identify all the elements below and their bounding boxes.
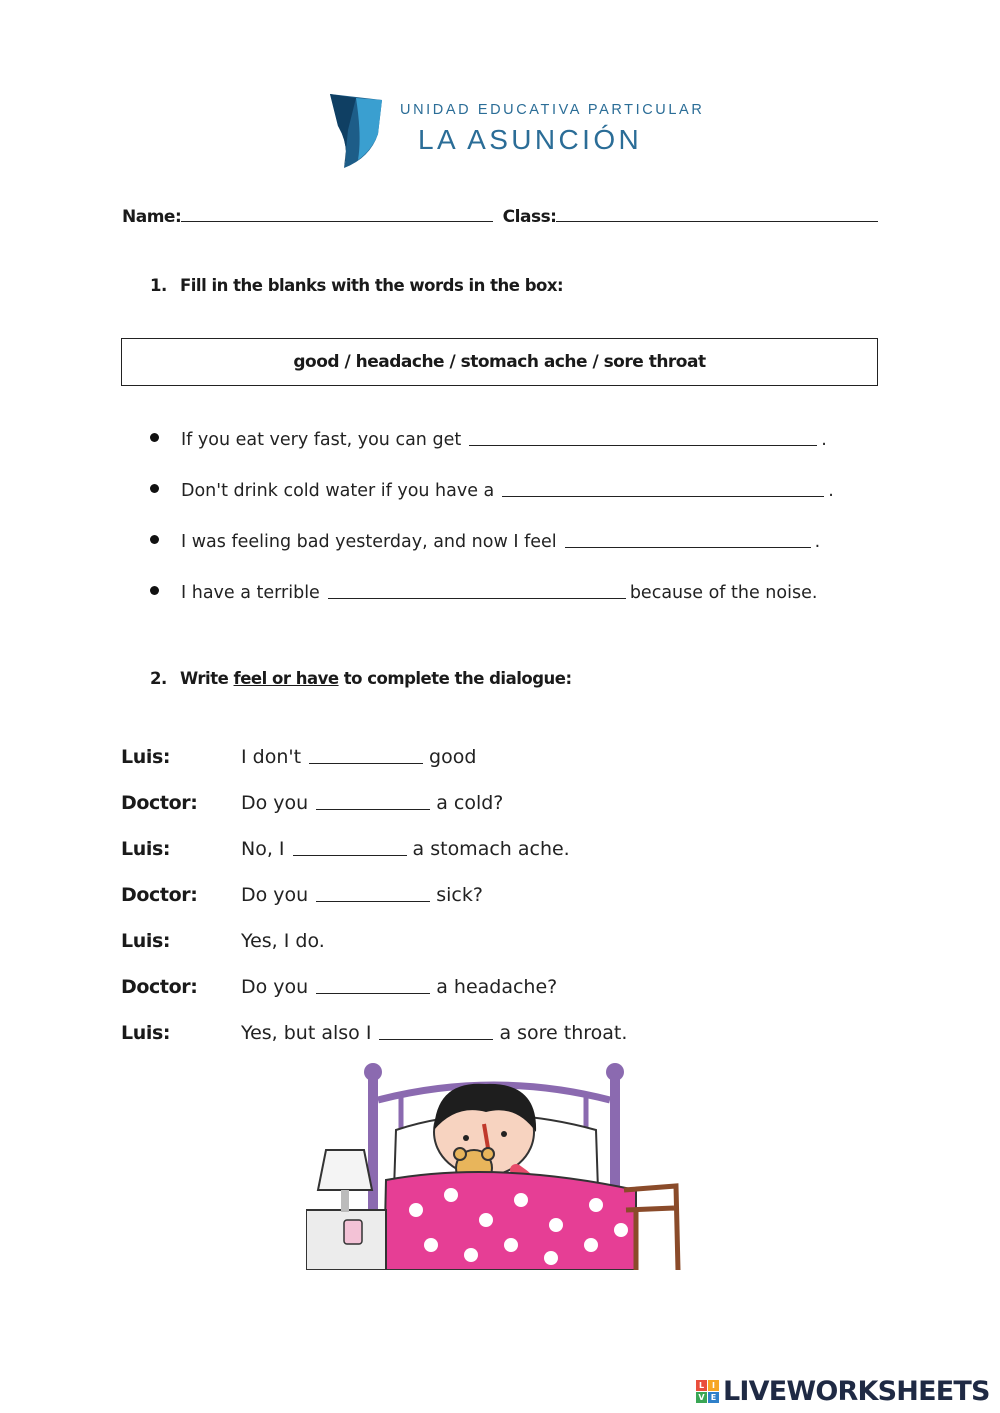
- answer-blank[interactable]: [316, 794, 430, 810]
- section2-heading: [150, 669, 572, 688]
- bullet-icon: [150, 535, 159, 544]
- item-text-before: Don't drink cold water if you have a: [181, 481, 495, 501]
- answer-blank[interactable]: [379, 1024, 493, 1040]
- dialogue-line: [121, 922, 325, 952]
- item-text-after: .: [821, 430, 827, 450]
- section1-instruction: Fill in the blanks with the words in the box:: [180, 276, 564, 295]
- section1-number: 1.: [150, 276, 167, 295]
- sick-girl-in-bed-icon: [306, 1060, 696, 1270]
- speaker-label: Luis:: [121, 838, 171, 860]
- badge-letter: V: [696, 1392, 707, 1403]
- answer-blank[interactable]: [565, 530, 811, 548]
- line-text-before: Do you: [241, 792, 309, 814]
- dialogue-line: [121, 830, 570, 860]
- liveworksheets-footer: [696, 1376, 990, 1407]
- badge-letter: I: [708, 1380, 719, 1391]
- class-field[interactable]: [556, 206, 878, 222]
- speaker-label: Luis:: [121, 930, 171, 952]
- line-text-before: Yes, I do.: [241, 930, 325, 952]
- section2-instruction-underlined: feel or have: [233, 669, 339, 688]
- line-text-after: a sore throat.: [499, 1022, 628, 1044]
- section2-number: 2.: [150, 669, 167, 688]
- answer-blank[interactable]: [328, 581, 626, 599]
- bullet-icon: [150, 433, 159, 442]
- word-box: [121, 338, 878, 386]
- list-item: [150, 422, 827, 450]
- school-logo: [326, 90, 705, 172]
- answer-blank[interactable]: [293, 840, 407, 856]
- speaker-label: Luis:: [121, 1022, 171, 1044]
- answer-blank[interactable]: [316, 886, 430, 902]
- logo-subtitle: UNIDAD EDUCATIVA PARTICULAR: [400, 102, 705, 118]
- word-box-text: good / headache / stomach ache / sore throat: [293, 352, 706, 372]
- list-item: [150, 473, 834, 501]
- line-text-after: a headache?: [436, 976, 558, 998]
- dialogue-line: [121, 876, 483, 906]
- answer-blank[interactable]: [316, 978, 430, 994]
- class-label: Class:: [502, 207, 557, 227]
- item-text-after: .: [814, 532, 821, 552]
- item-text-after: because of the noise.: [629, 583, 818, 603]
- live-badge-icon: [696, 1380, 719, 1403]
- speaker-label: Doctor:: [121, 976, 198, 998]
- line-text-before: Do you: [241, 976, 309, 998]
- item-text-before: I was feeling bad yesterday, and now I feel: [181, 532, 557, 552]
- item-text-after: .: [828, 481, 834, 501]
- line-text-after: a stomach ache.: [412, 838, 570, 860]
- dialogue-line: [121, 784, 503, 814]
- item-text-before: I have a terrible: [181, 583, 320, 603]
- list-item: [150, 575, 817, 603]
- line-text-before: Do you: [241, 884, 309, 906]
- badge-letter: E: [708, 1392, 719, 1403]
- name-class-row: [122, 206, 878, 227]
- name-label: Name:: [122, 207, 182, 227]
- logo-title: LA ASUNCIÓN: [418, 124, 643, 155]
- line-text-after: sick?: [436, 884, 483, 906]
- line-text-after: good: [429, 746, 477, 768]
- speaker-label: Luis:: [121, 746, 171, 768]
- section2-instruction-before: Write: [180, 669, 229, 688]
- line-text-before: No, I: [241, 838, 285, 860]
- line-text-before: I don't: [241, 746, 302, 768]
- list-item: [150, 524, 820, 552]
- bullet-icon: [150, 484, 159, 493]
- speaker-label: Doctor:: [121, 884, 198, 906]
- name-field[interactable]: [181, 206, 493, 222]
- line-text-before: Yes, but also I: [241, 1022, 372, 1044]
- line-text-after: a cold?: [436, 792, 504, 814]
- badge-letter: L: [696, 1380, 707, 1391]
- section1-heading: [150, 276, 563, 295]
- dialogue-line: [121, 968, 557, 998]
- bullet-icon: [150, 586, 159, 595]
- section2-instruction-after: to complete the dialogue:: [343, 669, 572, 688]
- speaker-label: Doctor:: [121, 792, 198, 814]
- item-text-before: If you eat very fast, you can get: [181, 430, 462, 450]
- answer-blank[interactable]: [502, 479, 824, 497]
- shield-logo-icon: [326, 90, 386, 170]
- dialogue-line: [121, 1014, 627, 1044]
- answer-blank[interactable]: [309, 748, 423, 764]
- dialogue-line: [121, 738, 476, 768]
- brand-text: LIVEWORKSHEETS: [723, 1376, 990, 1407]
- answer-blank[interactable]: [469, 428, 817, 446]
